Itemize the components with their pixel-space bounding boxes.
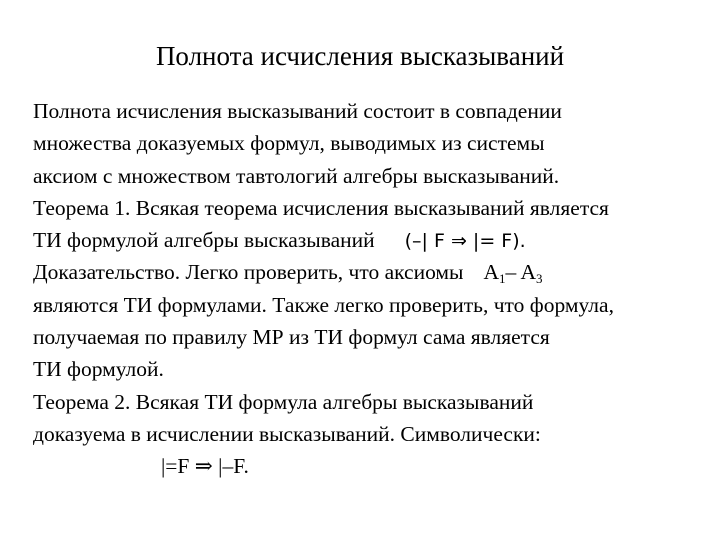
axiom-range	[483, 260, 543, 287]
text-line-5	[33, 224, 698, 256]
axiom-dash: –	[505, 260, 521, 285]
axiom-letter-a3: A	[520, 260, 536, 285]
axiom-index-3: 3	[536, 271, 543, 287]
text-line-3: аксиом с множеством тавтологий алгебры высказываний.	[33, 163, 560, 188]
text-line-7: являются ТИ формулами. Также легко проверить, что формула,	[33, 292, 614, 317]
axiom-letter-a1: A	[483, 260, 500, 285]
theorem2-formula: |=F ⇒ |–F.	[161, 454, 249, 479]
text-line-4: Теорема 1. Всякая теорема исчисления высказываний является	[33, 195, 609, 220]
text-line-9: ТИ формулой.	[33, 357, 164, 382]
theorem1-formula: (–| F ⇒ |= F).	[404, 230, 526, 253]
text-line-10: Теорема 2. Всякая ТИ формула алгебры высказываний	[33, 389, 534, 414]
axiom-index-1: 1	[499, 271, 506, 287]
theorem1-text: ТИ формулой алгебры высказываний	[33, 228, 375, 253]
text-line-6	[33, 256, 698, 288]
slide-body	[33, 95, 698, 483]
proof-text: Доказательство. Легко проверить, что аксиомы	[33, 260, 464, 285]
text-line-8: получаемая по правилу МР из ТИ формул сама является	[33, 325, 550, 350]
text-line-1: Полнота исчисления высказываний состоит в совпадении	[33, 99, 562, 123]
text-line-2: множества доказуемых формул, выводимых из системы	[33, 131, 545, 156]
text-line-11: доказуема в исчислении высказываний. Символически:	[33, 421, 541, 446]
slide-title: Полнота исчисления высказываний	[155, 41, 565, 71]
